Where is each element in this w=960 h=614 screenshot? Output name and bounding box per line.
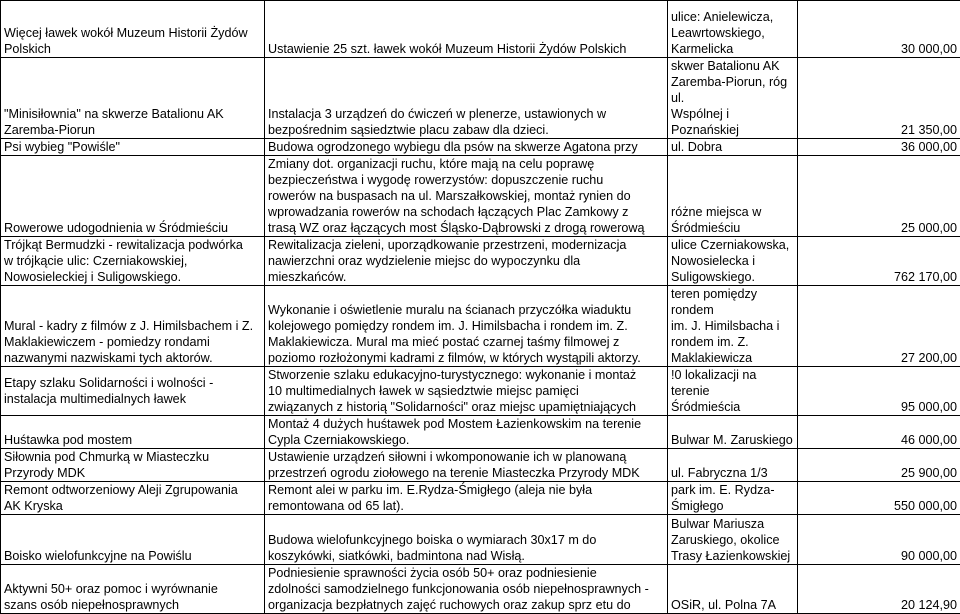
project-description-cell: Remont alei w parku im. E.Rydza-Śmigłego (aleja nie była remontowana od 65 lat). xyxy=(265,482,668,515)
project-description-cell: Stworzenie szlaku edukacyjno-turystycznego: wykonanie i montaż 10 multimedialnych ławek w sąsiedztwie miejsc pamięci związanych z historią "Solidarności" oraz miejsc upamiętniających xyxy=(265,367,668,416)
table-row xyxy=(1,1,960,58)
project-amount-cell: 762 170,00 xyxy=(798,237,960,286)
table-row xyxy=(1,286,960,367)
project-amount-cell: 46 000,00 xyxy=(798,416,960,449)
project-name-cell: Psi wybieg "Powiśle" xyxy=(1,139,265,156)
project-amount-cell: 30 000,00 xyxy=(798,1,960,58)
project-location-cell: park im. E. Rydza- Śmigłego xyxy=(668,482,798,515)
project-description-cell: Podniesienie sprawności życia osób 50+ oraz podniesienie zdolności samodzielnego funkcjonowania osób niepełnosprawnych - organizacja bezpłatnych zajęć ruchowych oraz zakup sprz etu do xyxy=(265,565,668,614)
project-location-cell: Bulwar M. Zaruskiego xyxy=(668,416,798,449)
table-row xyxy=(1,416,960,449)
project-location-cell: ulice: Anielewicza, Leawrtowskiego, Karmelicka xyxy=(668,1,798,58)
project-location-cell: skwer Batalionu AK Zaremba-Piorun, róg ul. Wspólnej i Poznańskiej xyxy=(668,58,798,139)
project-amount-cell: 90 000,00 xyxy=(798,515,960,565)
project-name-cell: Aktywni 50+ oraz pomoc i wyrównanie szans osób niepełnosprawnych xyxy=(1,565,265,614)
project-location-cell: różne miejsca w Śródmieściu xyxy=(668,156,798,237)
project-location-cell: ul. Fabryczna 1/3 xyxy=(668,449,798,482)
table-row xyxy=(1,482,960,515)
project-description-cell: Budowa wielofunkcyjnego boiska o wymiarach 30x17 m do koszykówki, siatkówki, badmintona nad Wisłą. xyxy=(265,515,668,565)
project-location-cell: ulice Czerniakowska, Nowosielecka i Suligowskiego. xyxy=(668,237,798,286)
project-name-cell: Etapy szlaku Solidarności i wolności - instalacja multimedialnych ławek xyxy=(1,367,265,416)
project-name-cell: "Minisiłownia" na skwerze Batalionu AK Zaremba-Piorun xyxy=(1,58,265,139)
project-name-cell: Więcej ławek wokół Muzeum Historii Żydów Polskich xyxy=(1,1,265,58)
table-row xyxy=(1,156,960,237)
project-amount-cell: 95 000,00 xyxy=(798,367,960,416)
project-description-cell: Wykonanie i oświetlenie muralu na ścianach przyczółka wiaduktu kolejowego pomiędzy rondem im. J. Himilsbacha i rondem im. Z. Maklakiewicza. Mural ma mieć postać czarnej taśmy filmowej z poziomo rozłożonymi kadrami z filmów, w których wystąpili aktorzy. xyxy=(265,286,668,367)
project-location-cell: Bulwar Mariusza Zaruskiego, okolice Trasy Łazienkowskiej xyxy=(668,515,798,565)
project-amount-cell: 25 900,00 xyxy=(798,449,960,482)
table-row xyxy=(1,367,960,416)
project-location-cell: !0 lokalizacji na terenie Śródmieścia xyxy=(668,367,798,416)
project-description-cell: Ustawienie urządzeń siłowni i wkomponowanie ich w planowaną przestrzeń ogrodu ziołowego na terenie Miasteczka Przyrody MDK xyxy=(265,449,668,482)
project-name-cell: Mural - kadry z filmów z J. Himilsbachem i Z. Maklakiewiczem - pomiedzy rondami nazwanymi nazwiskami tych aktorów. xyxy=(1,286,265,367)
project-amount-cell: 25 000,00 xyxy=(798,156,960,237)
project-name-cell: Siłownia pod Chmurką w Miasteczku Przyrody MDK xyxy=(1,449,265,482)
project-name-cell: Boisko wielofunkcyjne na Powiślu xyxy=(1,515,265,565)
project-location-cell: ul. Dobra xyxy=(668,139,798,156)
project-location-cell: teren pomiędzy rondem im. J. Himilsbacha i rondem im. Z. Maklakiewicza xyxy=(668,286,798,367)
project-description-cell: Rewitalizacja zieleni, uporządkowanie przestrzeni, modernizacja nawierzchni oraz wydzielenie miejsc do wypoczynku dla mieszkańców. xyxy=(265,237,668,286)
table-row xyxy=(1,58,960,139)
project-description-cell: Instalacja 3 urządzeń do ćwiczeń w plenerze, ustawionych w bezpośrednim sąsiedztwie placu zabaw dla dzieci. xyxy=(265,58,668,139)
project-amount-cell: 36 000,00 xyxy=(798,139,960,156)
project-amount-cell: 550 000,00 xyxy=(798,482,960,515)
table-body xyxy=(1,1,960,614)
table-row xyxy=(1,565,960,614)
project-description-cell: Budowa ogrodzonego wybiegu dla psów na skwerze Agatona przy xyxy=(265,139,668,156)
table-row xyxy=(1,237,960,286)
table-row xyxy=(1,449,960,482)
project-name-cell: Rowerowe udogodnienia w Śródmieściu xyxy=(1,156,265,237)
project-amount-cell: 27 200,00 xyxy=(798,286,960,367)
project-name-cell: Remont odtworzeniowy Aleji Zgrupowania AK Kryska xyxy=(1,482,265,515)
project-description-cell: Montaż 4 dużych huśtawek pod Mostem Łazienkowskim na terenie Cypla Czerniakowskiego. xyxy=(265,416,668,449)
project-description-cell: Zmiany dot. organizacji ruchu, które mają na celu poprawę bezpieczeństwa i wygodę rowerzystów: dopuszczenie ruchu rowerów na buspasach na ul. Marszałkowskiej, montaż rynien do wprowadzania rowerów na schodach łączących Plac Zamkowy z trasą WZ oraz łączących most Śląsko-Dąbrowski z drogą rowerową xyxy=(265,156,668,237)
project-description-cell: Ustawienie 25 szt. ławek wokół Muzeum Historii Żydów Polskich xyxy=(265,1,668,58)
project-name-cell: Trójkąt Bermudzki - rewitalizacja podwórka w trójkącie ulic: Czerniakowskiej, Nowosieleckiej i Suligowskiego. xyxy=(1,237,265,286)
project-name-cell: Huśtawka pod mostem xyxy=(1,416,265,449)
table-row xyxy=(1,515,960,565)
project-amount-cell: 20 124,90 xyxy=(798,565,960,614)
project-location-cell: OSiR, ul. Polna 7A xyxy=(668,565,798,614)
table-row xyxy=(1,139,960,156)
project-amount-cell: 21 350,00 xyxy=(798,58,960,139)
